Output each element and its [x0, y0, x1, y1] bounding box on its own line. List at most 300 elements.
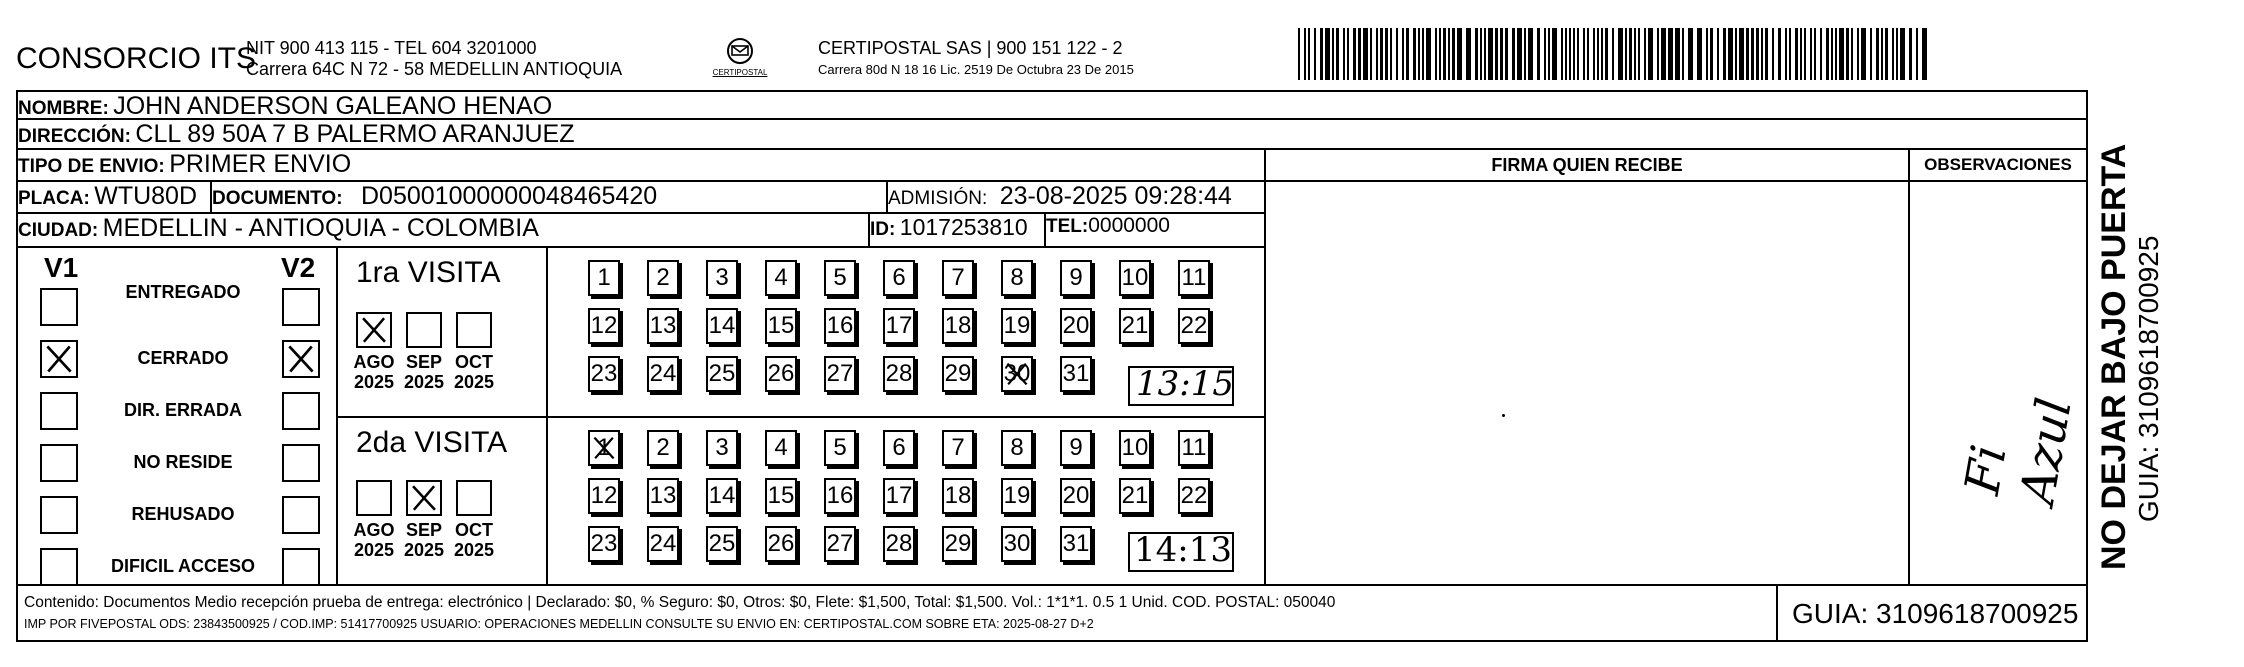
barcode-bar	[1452, 28, 1455, 80]
day-box[interactable]	[706, 308, 738, 344]
barcode-bar	[1751, 28, 1754, 80]
observaciones-divider	[1908, 150, 1910, 584]
first-time: 13:15	[1136, 364, 1234, 404]
placa-cell	[18, 182, 212, 214]
day-box[interactable]	[1001, 526, 1033, 562]
barcode-bar	[1583, 28, 1585, 80]
day-box[interactable]	[824, 478, 856, 514]
day-box[interactable]	[824, 430, 856, 466]
tipo-value: PRIMER ENVIO	[169, 150, 352, 178]
barcode-bar	[1638, 28, 1640, 80]
day-box[interactable]	[765, 260, 797, 296]
row-tipo	[18, 150, 1266, 182]
day-number: 3	[715, 434, 729, 461]
day-number: 29	[944, 530, 972, 557]
day-number: 28	[885, 530, 913, 557]
month-checkbox[interactable]	[356, 480, 392, 516]
barcode-bar	[1385, 28, 1388, 80]
barcode-bar	[1756, 28, 1759, 80]
company-address: Carrera 64C N 72 - 58 MEDELLIN ANTIOQUIA	[246, 59, 623, 79]
barcode-bar	[1896, 28, 1898, 80]
day-number: 4	[774, 264, 788, 291]
barcode-bar	[1573, 28, 1575, 80]
day-box[interactable]	[942, 260, 974, 296]
day-number: 5	[833, 264, 847, 291]
day-number: 9	[1069, 434, 1083, 461]
admision-value: 23-08-2025 09:28:44	[999, 182, 1232, 210]
day-number: 2	[656, 264, 670, 291]
x-mark-icon	[42, 342, 76, 376]
day-number: 26	[767, 360, 795, 387]
day-number: 13	[649, 312, 677, 339]
day-box[interactable]	[1060, 356, 1092, 392]
barcode-bar	[1657, 28, 1659, 80]
day-box[interactable]	[765, 356, 797, 392]
barcode-bar	[1706, 28, 1708, 80]
month-year: 2025	[353, 540, 395, 560]
barcode-bar	[1443, 28, 1446, 80]
barcode-bar	[1870, 28, 1872, 80]
day-number: 11	[1181, 264, 1207, 291]
day-box[interactable]	[942, 526, 974, 562]
day-number: 21	[1121, 482, 1149, 509]
day-number: 12	[590, 482, 618, 509]
barcode-bar	[1304, 28, 1306, 80]
day-box[interactable]	[1001, 308, 1033, 344]
barcode-bar	[1839, 28, 1844, 80]
day-number: 7	[951, 264, 965, 291]
side-guia: GUIA: 3109618700925	[2133, 235, 2164, 522]
barcode-bar	[1332, 28, 1334, 80]
day-box[interactable]	[1119, 478, 1151, 514]
barcode-bar	[1601, 28, 1603, 80]
admision-cell	[888, 182, 1266, 214]
day-number: 15	[767, 482, 795, 509]
day-box[interactable]	[765, 526, 797, 562]
status-option-label: CERRADO	[137, 348, 229, 368]
barcode-bar	[1778, 28, 1781, 80]
day-number: 14	[708, 312, 736, 339]
v2-checkbox[interactable]	[282, 340, 320, 378]
barcode-bar	[1846, 28, 1849, 80]
day-box[interactable]	[1001, 356, 1033, 392]
barcode-bar	[1682, 28, 1684, 80]
barcode-bar	[1800, 28, 1802, 80]
x-mark-icon	[408, 482, 440, 514]
month-year: 2025	[403, 540, 445, 560]
barcode-bar	[1561, 28, 1563, 80]
day-number: 6	[892, 264, 906, 291]
month-name: OCT	[455, 352, 493, 372]
barcode-bar	[1810, 28, 1812, 80]
barcode-bar	[1325, 28, 1330, 80]
day-box[interactable]	[588, 526, 620, 562]
day-number: 22	[1180, 482, 1208, 509]
v2-checkbox[interactable]	[282, 392, 320, 430]
signature-text: Fi Azul	[1954, 393, 2083, 509]
barcode-bar	[1488, 28, 1493, 80]
side-text	[2094, 110, 2184, 570]
documento-cell	[212, 182, 888, 214]
barcode-bar	[1625, 28, 1627, 80]
barcode-bar	[1406, 28, 1409, 80]
barcode-bar	[1814, 28, 1816, 80]
barcode-bar	[1353, 28, 1356, 80]
day-box[interactable]	[1178, 430, 1210, 466]
day-number: 8	[1010, 434, 1024, 461]
v1-label: V1	[44, 252, 79, 283]
month-year: 2025	[453, 372, 495, 392]
v1-checkbox[interactable]	[40, 392, 78, 430]
day-box[interactable]	[588, 260, 620, 296]
observaciones-header-text: OBSERVACIONES	[1924, 155, 2072, 174]
day-number: 19	[1003, 312, 1031, 339]
barcode-bar	[1605, 28, 1608, 80]
barcode-bar	[1909, 28, 1912, 80]
day-box[interactable]	[942, 308, 974, 344]
barcode-bar	[1418, 28, 1420, 80]
month-checkbox[interactable]	[406, 480, 442, 516]
day-box[interactable]	[824, 526, 856, 562]
day-number: 26	[767, 530, 795, 557]
barcode-bar	[1380, 28, 1383, 80]
v1-checkbox[interactable]	[40, 340, 78, 378]
stray-dot	[1502, 414, 1505, 417]
day-box[interactable]	[824, 356, 856, 392]
day-box[interactable]	[765, 308, 797, 344]
day-box[interactable]	[1001, 430, 1033, 466]
barcode-bar	[1548, 28, 1550, 80]
barcode-bar	[1612, 28, 1614, 80]
second-visit-title: 2da VISITA	[356, 426, 508, 459]
ciudad-value: MEDELLIN - ANTIOQUIA - COLOMBIA	[102, 214, 539, 242]
v1-checkbox[interactable]	[40, 548, 78, 586]
day-box[interactable]	[824, 308, 856, 344]
barcode-bar	[1569, 28, 1571, 80]
barcode-bar	[1593, 28, 1595, 80]
day-box[interactable]	[647, 430, 679, 466]
day-box[interactable]	[1001, 260, 1033, 296]
day-number: 27	[826, 360, 854, 387]
firma-header-text: FIRMA QUIEN RECIBE	[1491, 155, 1683, 175]
day-box[interactable]	[706, 356, 738, 392]
footer-guia-divider	[1776, 586, 1778, 640]
barcode-bar	[1577, 28, 1579, 80]
day-box[interactable]	[706, 260, 738, 296]
month-day-divider	[546, 248, 548, 584]
barcode-bar	[1761, 28, 1763, 80]
day-number: 10	[1121, 264, 1149, 291]
v1-checkbox[interactable]	[40, 496, 78, 534]
certipostal-address: Carrera 80d N 18 16 Lic. 2519 De Octubra 23 De 2015	[818, 62, 1134, 77]
day-box[interactable]	[588, 356, 620, 392]
day-box[interactable]	[1001, 478, 1033, 514]
barcode-bar	[1629, 28, 1632, 80]
barcode-bar	[1746, 28, 1749, 80]
day-box[interactable]	[1060, 526, 1092, 562]
barcode-bar	[1885, 28, 1888, 80]
barcode-bar	[1358, 28, 1361, 80]
day-box[interactable]	[1178, 478, 1210, 514]
tel-label: TEL:	[1046, 216, 1089, 237]
day-box[interactable]	[883, 308, 915, 344]
month-year: 2025	[403, 372, 445, 392]
v2-checkbox[interactable]	[282, 496, 320, 534]
firma-area	[1266, 182, 1908, 584]
barcode-bar	[1900, 28, 1905, 80]
v1-checkbox[interactable]	[40, 288, 78, 326]
x-mark-icon	[1003, 358, 1031, 390]
barcode-bar	[1370, 28, 1372, 80]
day-box[interactable]	[647, 478, 679, 514]
day-box[interactable]	[1119, 308, 1151, 344]
barcode-bar	[1826, 28, 1829, 80]
status-option-label: NO RESIDE	[133, 452, 233, 472]
day-box[interactable]	[706, 526, 738, 562]
day-box[interactable]	[1178, 308, 1210, 344]
day-number: 8	[1010, 264, 1024, 291]
day-number: 31	[1062, 530, 1090, 557]
month-checkbox[interactable]	[406, 312, 442, 348]
certipostal-logo-text: CERTIPOSTAL	[712, 68, 768, 77]
tipo-label: TIPO DE ENVIO:	[18, 156, 165, 177]
placa-value: WTU80D	[94, 182, 198, 210]
day-number: 17	[885, 482, 913, 509]
day-box[interactable]	[1060, 260, 1092, 296]
day-box[interactable]	[942, 430, 974, 466]
day-box[interactable]	[883, 260, 915, 296]
barcode-bar	[1402, 28, 1404, 80]
day-number: 24	[649, 360, 677, 387]
barcode-bar	[1347, 28, 1349, 80]
v2-checkbox[interactable]	[282, 548, 320, 586]
day-number: 2	[656, 434, 670, 461]
direccion-label: DIRECCIÓN:	[18, 126, 131, 147]
row-nombre	[18, 92, 2086, 120]
barcode-bar	[1544, 28, 1546, 80]
day-number: 12	[590, 312, 618, 339]
barcode-bar	[1363, 28, 1368, 80]
v1-checkbox[interactable]	[40, 444, 78, 482]
ciudad-label: CIUDAD:	[18, 220, 99, 241]
barcode-bar	[1710, 28, 1713, 80]
barcode-bar	[1528, 28, 1533, 80]
barcode-bar	[1739, 28, 1744, 80]
day-box[interactable]	[883, 526, 915, 562]
footer-line-1: Contenido: Documentos Medio recepción prueba de entrega: electrónico | Declarado: $0, % Seguro: $0, Otros: $0, Flete: $1,500, Total: $1,500. Vol.: 1*1*1. 0.5 1 Unid. COD. POSTAL: 050040	[24, 594, 1336, 611]
day-box[interactable]	[942, 356, 974, 392]
month-name: OCT	[455, 520, 493, 540]
day-box[interactable]	[883, 356, 915, 392]
barcode-bar	[1881, 28, 1883, 80]
day-box[interactable]	[1178, 260, 1210, 296]
barcode-bar	[1765, 28, 1768, 80]
barcode-bar	[1314, 28, 1316, 80]
barcode-bar	[1390, 28, 1392, 80]
day-box[interactable]	[765, 430, 797, 466]
barcode-bar	[1484, 28, 1486, 80]
barcode-bar	[1336, 28, 1339, 80]
status-option-label: REHUSADO	[131, 504, 235, 524]
day-box[interactable]	[647, 308, 679, 344]
day-number: 6	[892, 434, 906, 461]
day-number: 22	[1180, 312, 1208, 339]
barcode-bar	[1537, 28, 1540, 80]
direccion-value: CLL 89 50A 7 B PALERMO ARANJUEZ	[135, 120, 575, 148]
month-checkbox[interactable]	[456, 312, 492, 348]
day-number: 9	[1069, 264, 1083, 291]
day-box[interactable]	[588, 430, 620, 466]
barcode-bar	[1634, 28, 1636, 80]
barcode-bar	[1512, 28, 1515, 80]
documento-label: DOCUMENTO:	[212, 188, 343, 209]
day-number: 14	[708, 482, 736, 509]
day-number: 21	[1121, 312, 1149, 339]
barcode-bar	[1500, 28, 1503, 80]
day-number: 27	[826, 530, 854, 557]
day-number: 4	[774, 434, 788, 461]
day-box[interactable]	[647, 356, 679, 392]
day-number: 23	[590, 360, 618, 387]
barcode-bar	[1861, 28, 1866, 80]
day-box[interactable]	[1060, 478, 1092, 514]
barcode-bar	[1804, 28, 1806, 80]
month-name: AGO	[353, 352, 395, 372]
barcode-bar	[1668, 28, 1673, 80]
v2-checkbox[interactable]	[282, 288, 320, 326]
day-box[interactable]	[647, 260, 679, 296]
day-number: 18	[944, 482, 972, 509]
day-box[interactable]	[765, 478, 797, 514]
day-box[interactable]	[1060, 308, 1092, 344]
barcode-bar	[1597, 28, 1599, 80]
barcode-bar	[1565, 28, 1567, 80]
barcode-bar	[1552, 28, 1557, 80]
x-mark-icon	[590, 432, 618, 464]
barcode-bar	[1517, 28, 1522, 80]
firma-header	[1266, 150, 1910, 182]
month-label	[444, 352, 504, 392]
id-cell	[870, 214, 1046, 248]
day-number: 20	[1062, 482, 1090, 509]
certipostal-seal-icon	[708, 36, 772, 86]
barcode-bar	[1587, 28, 1589, 80]
barcode-bar	[1789, 28, 1791, 80]
day-number: 1	[597, 434, 611, 461]
second-time-box	[1128, 532, 1234, 572]
first-visit-title: 1ra VISITA	[356, 256, 501, 289]
day-box[interactable]	[706, 478, 738, 514]
barcode-bar	[1675, 28, 1680, 80]
barcode-bar	[1343, 28, 1345, 80]
footer-guia: GUIA: 3109618700925	[1792, 598, 2079, 629]
day-box[interactable]	[1060, 430, 1092, 466]
barcode-bar	[1892, 28, 1894, 80]
visit-divider	[338, 416, 1266, 418]
barcode-bar	[1820, 28, 1822, 80]
barcode-bar	[1697, 28, 1702, 80]
tel-cell	[1046, 214, 1266, 248]
barcode-bar	[1308, 28, 1310, 80]
nombre-value: JOHN ANDERSON GALEANO HENAO	[113, 92, 553, 120]
day-box[interactable]	[883, 478, 915, 514]
day-number: 5	[833, 434, 847, 461]
admision-label: ADMISIÓN:	[888, 188, 988, 209]
month-name: AGO	[353, 520, 395, 540]
barcode-bar	[1831, 28, 1833, 80]
day-number: 25	[708, 530, 736, 557]
barcode-bar	[1785, 28, 1787, 80]
day-box[interactable]	[588, 308, 620, 344]
barcode-bar	[1448, 28, 1450, 80]
observaciones-header	[1910, 150, 2086, 182]
barcode-bar	[1413, 28, 1416, 80]
month-year: 2025	[453, 540, 495, 560]
month-label	[444, 520, 504, 560]
day-number: 30	[1003, 360, 1031, 387]
v2-checkbox[interactable]	[282, 444, 320, 482]
month-checkbox[interactable]	[356, 312, 392, 348]
company-name: CONSORCIO ITS	[16, 42, 257, 75]
day-box[interactable]	[1119, 430, 1151, 466]
v2-label: V2	[281, 252, 316, 283]
day-number: 24	[649, 530, 677, 557]
day-box[interactable]	[706, 430, 738, 466]
barcode-bar	[1422, 28, 1424, 80]
barcode-bar	[1772, 28, 1774, 80]
barcode-bar	[1916, 28, 1918, 80]
day-number: 28	[885, 360, 913, 387]
second-time: 14:13	[1134, 530, 1232, 570]
barcode-bar	[1644, 28, 1646, 80]
barcode-bar	[1298, 28, 1300, 80]
day-box[interactable]	[883, 430, 915, 466]
barcode-bar	[1723, 28, 1726, 80]
month-year: 2025	[353, 372, 395, 392]
day-number: 25	[708, 360, 736, 387]
id-value: 1017253810	[899, 214, 1028, 240]
day-box[interactable]	[588, 478, 620, 514]
nombre-label: NOMBRE:	[18, 98, 109, 119]
day-number: 11	[1181, 434, 1207, 461]
status-option-label: DIFICIL ACCESO	[110, 556, 255, 576]
month-checkbox[interactable]	[456, 480, 492, 516]
barcode-bar	[1396, 28, 1398, 80]
certipostal-logo	[708, 36, 772, 86]
barcode-bar	[1857, 28, 1859, 80]
day-number: 16	[826, 312, 854, 339]
barcode-bar	[1648, 28, 1653, 80]
barcode-bar	[1717, 28, 1719, 80]
barcode-bar	[1376, 28, 1378, 80]
day-number: 29	[944, 360, 972, 387]
x-mark-icon	[284, 342, 318, 376]
barcode-bar	[1426, 28, 1431, 80]
day-number: 23	[590, 530, 618, 557]
day-box[interactable]	[942, 478, 974, 514]
month-name: SEP	[405, 352, 443, 372]
barcode-bar	[1435, 28, 1437, 80]
day-number: 3	[715, 264, 729, 291]
day-box[interactable]	[1119, 260, 1151, 296]
company-nit: NIT 900 413 115 - TEL 604 3201000	[246, 38, 537, 58]
barcode-bar	[1524, 28, 1526, 80]
month-name: SEP	[405, 520, 443, 540]
day-box[interactable]	[824, 260, 856, 296]
day-box[interactable]	[647, 526, 679, 562]
certipostal-name: CERTIPOSTAL SAS | 900 151 122 - 2	[818, 38, 1123, 58]
barcode-bar	[1795, 28, 1798, 80]
